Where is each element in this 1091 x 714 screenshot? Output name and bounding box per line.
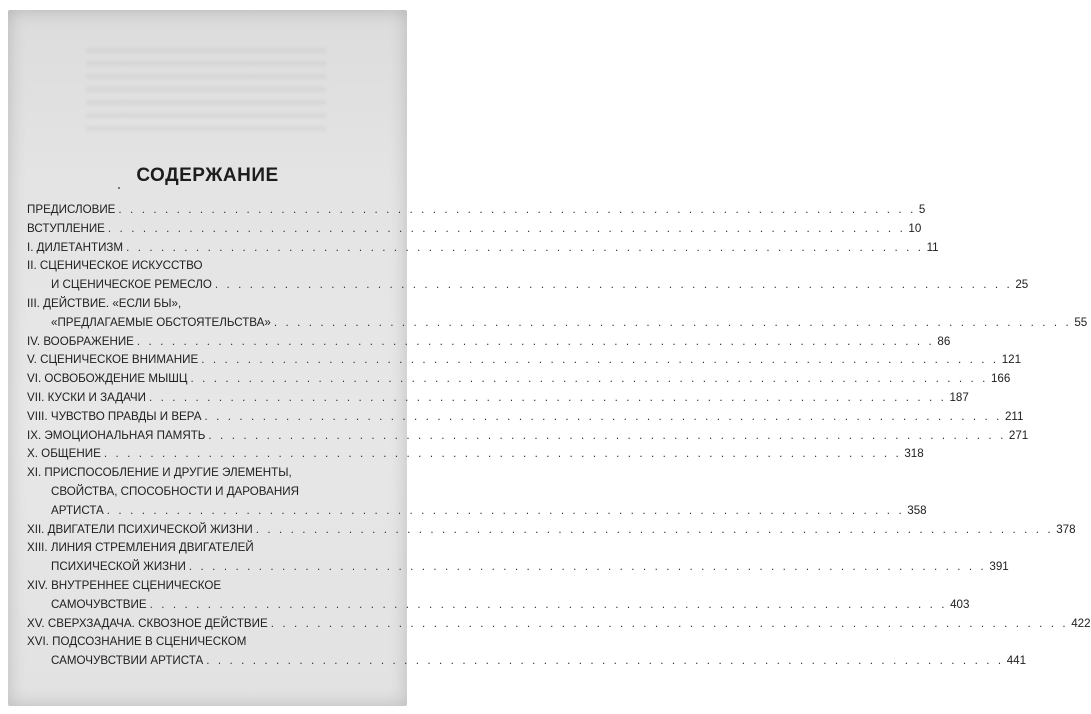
toc-page-number: 422 [1071, 616, 1091, 630]
page-title: СОДЕРЖАНИЕ [136, 165, 279, 186]
toc-entry-title: VII. КУСКИ И ЗАДАЧИ [27, 391, 146, 404]
toc-entry-line [51, 315, 1088, 329]
toc-entry-line [51, 278, 1029, 292]
toc-entry-line [51, 503, 927, 517]
toc-page-number: 11 [926, 240, 939, 254]
toc-entry-line [27, 391, 969, 404]
toc-leader-dots: . . . . . . . . . . . . . . . . . . . . . . . . . . . . . . . . . . . . . . . . . . . . . . . . . . . . . . . . . . . . . . . . . . . . . [118, 203, 916, 216]
toc-leader-dots: . . . . . . . . . . . . . . . . . . . . . . . . . . . . . . . . . . . . . . . . . . . . . . . . . . . . . . . . . . . . . . . . . . . . . [270, 616, 1069, 630]
toc-page-number: 10 [908, 221, 922, 235]
toc-page-number: 25 [1015, 278, 1029, 292]
toc-page-number: 271 [1008, 428, 1029, 442]
toc-entry-title: И СЦЕНИЧЕСКОЕ РЕМЕСЛО [51, 278, 212, 292]
toc-leader-dots: . . . . . . . . . . . . . . . . . . . . . . . . . . . . . . . . . . . . . . . . . . . . . . . . . . . . . . . . . . . . . . . . . . . . . [273, 315, 1072, 329]
toc-entry-title: САМОЧУВСТВИИ АРТИСТА [51, 654, 204, 668]
toc-leader-dots: . . . . . . . . . . . . . . . . . . . . . . . . . . . . . . . . . . . . . . . . . . . . . . . . . . . . . . . . . . . . . . . . . . . . . [126, 240, 924, 254]
toc-entry-line [27, 372, 1011, 386]
toc-entry-title: XIV. ВНУТРЕННЕЕ СЦЕНИЧЕСКОЕ [27, 579, 222, 592]
toc-leader-dots: . . . . . . . . . . . . . . . . . . . . . . . . . . . . . . . . . . . . . . . . . . . . . . . . . . . . . . . . . . . . . . . . . . . . . [206, 654, 1004, 668]
toc-page-number: 441 [1006, 654, 1027, 668]
toc-page-number: 403 [950, 597, 970, 611]
toc-page-number: 5 [918, 203, 926, 216]
toc-entry-title: X. ОБЩЕНИЕ [27, 447, 101, 461]
toc-entry-line [27, 447, 924, 461]
toc-leader-dots: . . . . . . . . . . . . . . . . . . . . . . . . . . . . . . . . . . . . . . . . . . . . . . . . . . . . . . . . . . . . . . . . . . . . . [204, 409, 1002, 423]
toc-leader-dots: . . . . . . . . . . . . . . . . . . . . . . . . . . . . . . . . . . . . . . . . . . . . . . . . . . . . . . . . . . . . . . . . . . . . . [107, 221, 906, 235]
toc-entry-title: VI. ОСВОБОЖДЕНИЕ МЫШЦ [27, 372, 188, 386]
toc-leader-dots: . . . . . . . . . . . . . . . . . . . . . . . . . . . . . . . . . . . . . . . . . . . . . . . . . . . . . . . . . . . . . . . . . . . . . [106, 503, 905, 517]
print-speck [118, 187, 120, 189]
toc-entry-line [27, 428, 1029, 442]
toc-leader-dots: . . . . . . . . . . . . . . . . . . . . . . . . . . . . . . . . . . . . . . . . . . . . . . . . . . . . . . . . . . . . . . . . . . . . . [148, 391, 947, 404]
toc-entry-line [51, 654, 1027, 668]
toc-entry-title: VIII. ЧУВСТВО ПРАВДЫ И ВЕРА [27, 409, 202, 423]
toc-entry-title: I. ДИЛЕТАНТИЗМ [27, 240, 124, 254]
toc-entry-title: III. ДЕЙСТВИЕ. «ЕСЛИ БЫ», [27, 297, 182, 310]
toc-page-number: 166 [990, 372, 1011, 386]
toc-entry-title: СВОЙСТВА, СПОСОБНОСТИ И ДАРОВАНИЯ [51, 485, 299, 498]
toc-leader-dots: . . . . . . . . . . . . . . . . . . . . . . . . . . . . . . . . . . . . . . . . . . . . . . . . . . . . . . . . . . . . . . . . . . . . . [188, 560, 987, 574]
toc-entry-line [27, 353, 1022, 367]
toc-entry-title: XIII. ЛИНИЯ СТРЕМЛЕНИЯ ДВИГАТЕЛЕЙ [27, 541, 254, 555]
toc-page-number: 121 [1001, 353, 1022, 367]
toc-entry-title: ПРЕДИСЛОВИЕ [27, 203, 116, 216]
toc-entry-title: XI. ПРИСПОСОБЛЕНИЕ И ДРУГИЕ ЭЛЕМЕНТЫ, [27, 466, 292, 480]
toc-page-number: 378 [1056, 522, 1076, 536]
toc-entry-title: «ПРЕДЛАГАЕМЫЕ ОБСТОЯТЕЛЬСТВА» [51, 315, 271, 329]
toc-leader-dots: . . . . . . . . . . . . . . . . . . . . . . . . . . . . . . . . . . . . . . . . . . . . . . . . . . . . . . . . . . . . . . . . . . . . . [255, 522, 1054, 536]
toc-page-number: 318 [904, 447, 924, 461]
toc-entry-title: ВСТУПЛЕНИЕ [27, 221, 105, 235]
toc-leader-dots: . . . . . . . . . . . . . . . . . . . . . . . . . . . . . . . . . . . . . . . . . . . . . . . . . . . . . . . . . . . . . . . . . . . . . [214, 278, 1013, 292]
bleed-through-text [86, 48, 326, 138]
toc-entry-line [51, 597, 970, 611]
toc-leader-dots: . . . . . . . . . . . . . . . . . . . . . . . . . . . . . . . . . . . . . . . . . . . . . . . . . . . . . . . . . . . . . . . . . . . . . [149, 597, 948, 611]
toc-entry-title: XV. СВЕРХЗАДАЧА. СКВОЗНОЕ ДЕЙСТВИЕ [27, 616, 268, 630]
toc-page-number: 86 [937, 334, 951, 348]
toc-entry-title: САМОЧУВСТВИЕ [51, 597, 147, 611]
toc-page-number: 211 [1004, 409, 1024, 423]
toc-entry-line [27, 334, 951, 348]
toc-leader-dots: . . . . . . . . . . . . . . . . . . . . . . . . . . . . . . . . . . . . . . . . . . . . . . . . . . . . . . . . . . . . . . . . . . . . . [103, 447, 902, 461]
toc-entry-line [27, 240, 939, 254]
toc-entry-line [27, 409, 1024, 423]
toc-page-number: 187 [949, 391, 969, 404]
toc-entry-title: II. СЦЕНИЧЕСКОЕ ИСКУССТВО [27, 259, 203, 273]
toc-entry-title: XVI. ПОДСОЗНАНИЕ В СЦЕНИЧЕСКОМ [27, 635, 247, 649]
toc-entry-line [51, 560, 1009, 574]
toc-entry-title: IX. ЭМОЦИОНАЛЬНАЯ ПАМЯТЬ [27, 428, 206, 442]
toc-leader-dots: . . . . . . . . . . . . . . . . . . . . . . . . . . . . . . . . . . . . . . . . . . . . . . . . . . . . . . . . . . . . . . . . . . . . . [208, 428, 1006, 442]
toc-entry-title: АРТИСТА [51, 503, 104, 517]
toc-entry-title: XII. ДВИГАТЕЛИ ПСИХИЧЕСКОЙ ЖИЗНИ [27, 522, 253, 536]
toc-page-number: 391 [989, 560, 1009, 574]
toc-entry-line [27, 522, 1076, 536]
toc-leader-dots: . . . . . . . . . . . . . . . . . . . . . . . . . . . . . . . . . . . . . . . . . . . . . . . . . . . . . . . . . . . . . . . . . . . . . [190, 372, 988, 386]
toc-entry-line [27, 616, 1091, 630]
toc-page-number: 358 [907, 503, 927, 517]
toc-page-number: 55 [1074, 315, 1088, 329]
toc-leader-dots: . . . . . . . . . . . . . . . . . . . . . . . . . . . . . . . . . . . . . . . . . . . . . . . . . . . . . . . . . . . . . . . . . . . . . [201, 353, 999, 367]
toc-leader-dots: . . . . . . . . . . . . . . . . . . . . . . . . . . . . . . . . . . . . . . . . . . . . . . . . . . . . . . . . . . . . . . . . . . . . . [136, 334, 935, 348]
toc-entry-line [27, 221, 922, 235]
toc-entry-line [27, 203, 926, 216]
toc-entry-title: V. СЦЕНИЧЕСКОЕ ВНИМАНИЕ [27, 353, 199, 367]
toc-entry-title: IV. ВООБРАЖЕНИЕ [27, 334, 134, 348]
toc-entry-title: ПСИХИЧЕСКОЙ ЖИЗНИ [51, 560, 186, 574]
